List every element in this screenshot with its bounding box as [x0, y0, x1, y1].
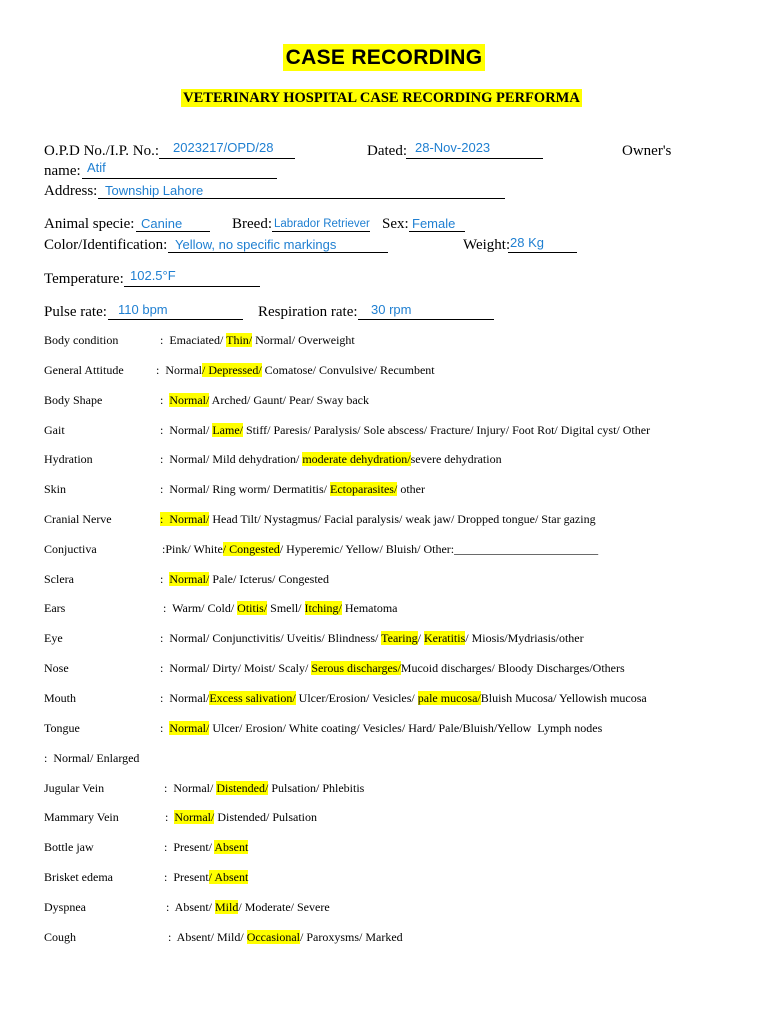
option-text: Smell/	[267, 601, 305, 615]
address-underline	[98, 198, 505, 199]
finding-colon: :	[168, 930, 177, 944]
selected-option: Normal/	[174, 810, 215, 824]
weight-field[interactable]: 28 Kg	[510, 235, 544, 250]
option-text: /	[417, 631, 424, 645]
finding-label: Mammary Vein	[44, 810, 119, 824]
finding-label: Tongue	[44, 721, 80, 735]
finding-options	[160, 452, 502, 467]
selected-option: Itching/	[304, 601, 342, 615]
finding-options	[160, 423, 650, 438]
finding-colon: :	[160, 572, 170, 586]
selected-option: Ectoparasites/	[330, 482, 398, 496]
finding-colon: :	[160, 452, 170, 466]
finding-colon: :	[164, 840, 174, 854]
option-text: severe dehydration	[410, 452, 502, 466]
address-label: Address:	[44, 183, 98, 199]
selected-option: / Absent	[208, 870, 249, 884]
option-text: Ulcer/Erosion/ Vesicles/	[295, 691, 418, 705]
finding-label: Mouth	[44, 691, 77, 705]
selected-option: / Depressed/	[202, 363, 262, 377]
finding-label: Brisket edema	[44, 870, 113, 884]
selected-option: Keratitis	[423, 631, 466, 645]
finding-label: Conjuctiva	[44, 542, 97, 556]
finding-colon: :	[164, 870, 174, 884]
weight-label: Weight:	[463, 237, 511, 253]
finding-options	[164, 870, 248, 885]
finding-colon: :	[160, 482, 170, 496]
finding-colon: :	[162, 542, 166, 556]
option-text: Normal/ Mild dehydration/	[169, 452, 303, 466]
option-text: Normal/ Overweight	[252, 333, 355, 347]
finding-options	[44, 751, 139, 766]
weight-underline	[508, 252, 577, 253]
specie-underline	[136, 231, 210, 232]
selected-option: pale mucosa/	[417, 691, 481, 705]
option-text: Pale/ Icterus/ Congested	[209, 572, 329, 586]
finding-colon: :	[165, 810, 175, 824]
finding-options	[160, 661, 625, 676]
finding-label: Cranial Nerve	[44, 512, 112, 526]
finding-options	[165, 810, 317, 825]
finding-colon: :	[160, 721, 170, 735]
finding-options	[162, 542, 598, 557]
finding-options	[160, 631, 584, 646]
option-text: / Moderate/ Severe	[238, 900, 330, 914]
finding-options	[164, 781, 364, 796]
sex-underline	[409, 231, 465, 232]
finding-label: Body Shape	[44, 393, 103, 407]
finding-colon: :	[160, 631, 170, 645]
selected-option: Occasional	[246, 930, 300, 944]
finding-options	[160, 333, 355, 348]
option-text: Arched/ Gaunt/ Pear/ Sway back	[209, 393, 369, 407]
selected-option: Normal/	[169, 721, 210, 735]
page-subtitle: VETERINARY HOSPITAL CASE RECORDING PERFORMA	[183, 90, 580, 106]
owner-label-cont: name:	[44, 163, 81, 179]
option-text: Hematoma	[341, 601, 398, 615]
finding-label: Gait	[44, 423, 65, 437]
option-text: Normal/ Conjunctivitis/ Uveitis/ Blindness/	[169, 631, 382, 645]
color-field[interactable]: Yellow, no specific markings	[175, 237, 337, 252]
breed-field[interactable]: Labrador Retriever	[274, 218, 370, 230]
respiration-field[interactable]: 30 rpm	[371, 302, 412, 317]
option-text: other	[397, 482, 425, 496]
owner-name-field[interactable]: Atif	[87, 160, 106, 175]
opd-underline	[159, 158, 295, 159]
dated-label: Dated:	[367, 143, 407, 159]
selected-option: Otitis/	[237, 601, 268, 615]
breed-label: Breed:	[232, 216, 272, 232]
finding-label: General Attitude	[44, 363, 124, 377]
option-text: Pink/ White	[165, 542, 223, 556]
option-text: : Normal/ Enlarged	[44, 751, 140, 765]
option-text: Normal/ Ring worm/ Dermatitis/	[169, 482, 330, 496]
finding-label: Ears	[44, 601, 66, 615]
finding-colon: :	[166, 900, 175, 914]
finding-label: Skin	[44, 482, 67, 496]
finding-label: Cough	[44, 930, 77, 944]
page-title: CASE RECORDING	[0, 46, 768, 70]
pulse-field[interactable]: 110 bpm	[118, 302, 168, 317]
finding-options	[160, 572, 329, 587]
option-text: Normal/	[169, 423, 213, 437]
option-text: Emaciated/	[169, 333, 227, 347]
option-text: Normal/ Dirty/ Moist/ Scaly/	[169, 661, 312, 675]
finding-label: Sclera	[44, 572, 74, 586]
selected-option: Mild	[215, 900, 239, 914]
option-text: Absent/	[174, 900, 216, 914]
option-text: Warm/ Cold/	[172, 601, 238, 615]
respiration-underline	[358, 319, 494, 320]
option-text: Mucoid discharges/ Bloody Discharges/Others	[400, 661, 625, 675]
finding-colon: :	[160, 393, 170, 407]
finding-options	[164, 840, 248, 855]
opd-label: O.P.D No./I.P. No.:	[44, 143, 160, 159]
selected-option: Excess salivation/	[209, 691, 296, 705]
selected-option: Absent	[214, 840, 249, 854]
finding-colon: :	[160, 691, 170, 705]
selected-option: : Normal/	[160, 512, 210, 526]
selected-option: Normal/	[169, 393, 210, 407]
option-text: Normal/	[173, 781, 217, 795]
finding-label: Hydration	[44, 452, 93, 466]
selected-option: moderate dehydration/	[302, 452, 411, 466]
selected-option: / Congested	[222, 542, 280, 556]
option-text: Bluish Mucosa/ Yellowish mucosa	[480, 691, 647, 705]
owner-label: Owner's	[622, 143, 672, 159]
option-text: Stiff/ Paresis/ Paralysis/ Sole abscess/ Fracture/ Injury/ Foot Rot/ Digital cyst/ Other	[243, 423, 651, 437]
pulse-underline	[108, 319, 243, 320]
owner-underline	[82, 178, 277, 179]
finding-colon: :	[164, 781, 174, 795]
specie-label: Animal specie:	[44, 216, 135, 232]
selected-option: Lame/	[212, 423, 243, 437]
finding-options	[160, 482, 425, 497]
finding-colon: :	[156, 363, 166, 377]
sex-label: Sex:	[382, 216, 409, 232]
selected-option: Distended/	[216, 781, 269, 795]
option-text: / Hyperemic/ Yellow/ Bluish/ Other:________________________	[279, 542, 599, 556]
selected-option: Tearing	[381, 631, 418, 645]
option-text: Ulcer/ Erosion/ White coating/ Vesicles/ Hard/ Pale/Bluish/Yellow Lymph nodes	[209, 721, 603, 735]
finding-label: Eye	[44, 631, 63, 645]
breed-underline	[272, 231, 370, 232]
finding-colon: :	[160, 661, 170, 675]
specie-field[interactable]: Canine	[141, 216, 183, 231]
finding-options	[166, 900, 330, 915]
finding-options	[160, 691, 647, 706]
color-underline	[168, 252, 388, 253]
temperature-label: Temperature:	[44, 271, 124, 287]
finding-options	[160, 512, 596, 527]
opd-field[interactable]: 2023217/OPD/28	[173, 140, 274, 155]
finding-label: Body condition	[44, 333, 119, 347]
temperature-field[interactable]: 102.5°F	[130, 268, 176, 283]
respiration-label: Respiration rate:	[258, 304, 358, 320]
pulse-label: Pulse rate:	[44, 304, 107, 320]
selected-option: Serous discharges/	[311, 661, 401, 675]
temperature-underline	[124, 286, 260, 287]
finding-label: Dyspnea	[44, 900, 86, 914]
finding-options	[168, 930, 403, 945]
option-text: Present/	[173, 840, 215, 854]
color-label: Color/Identification:	[44, 237, 168, 253]
option-text: Pulsation/ Phlebitis	[268, 781, 365, 795]
option-text: / Paroxysms/ Marked	[300, 930, 403, 944]
option-text: Normal	[165, 363, 202, 377]
finding-options	[156, 363, 435, 378]
finding-label: Bottle jaw	[44, 840, 94, 854]
option-text: Present	[173, 870, 209, 884]
finding-colon: :	[160, 423, 170, 437]
finding-colon: :	[160, 333, 170, 347]
finding-colon: :	[163, 601, 173, 615]
option-text: Distended/ Pulsation	[214, 810, 318, 824]
option-text: / Miosis/Mydriasis/other	[465, 631, 584, 645]
option-text: Absent/ Mild/	[176, 930, 247, 944]
option-text: Head Tilt/ Nystagmus/ Facial paralysis/ weak jaw/ Dropped tongue/ Star gazing	[209, 512, 596, 526]
address-field[interactable]: Township Lahore	[105, 183, 204, 198]
option-text: Normal/	[169, 691, 210, 705]
finding-options	[163, 601, 398, 616]
dated-underline	[406, 158, 543, 159]
option-text: Comatose/ Convulsive/ Recumbent	[261, 363, 435, 377]
finding-label: Jugular Vein	[44, 781, 105, 795]
finding-label: Nose	[44, 661, 69, 675]
sex-field[interactable]: Female	[412, 216, 456, 231]
selected-option: Thin/	[226, 333, 253, 347]
dated-field[interactable]: 28-Nov-2023	[415, 140, 491, 155]
finding-options	[160, 721, 602, 736]
selected-option: Normal/	[169, 572, 210, 586]
finding-options	[160, 393, 369, 408]
